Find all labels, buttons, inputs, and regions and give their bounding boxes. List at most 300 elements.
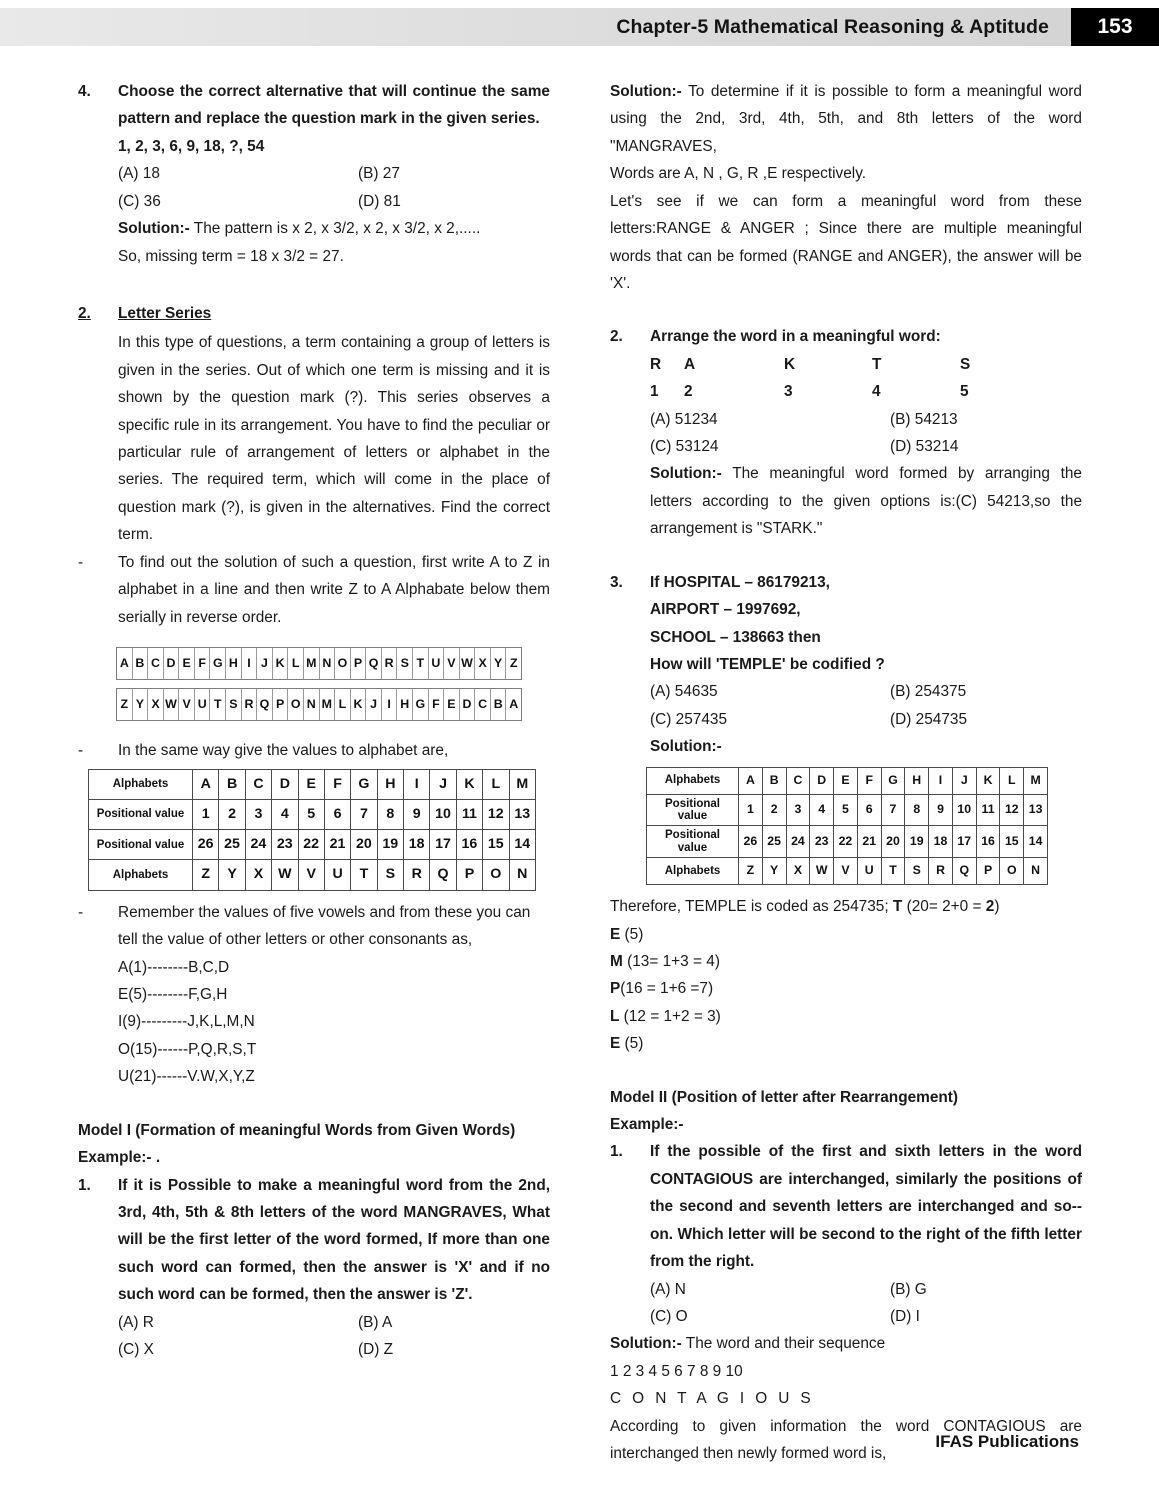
table-row-label: Alphabets [647,767,739,794]
question-4-stem: Choose the correct alternative that will continue the same pattern and replace the question mark in the given series. [118,83,550,128]
question-4-number: 4. [78,83,91,100]
table-cell: U [324,860,350,890]
table-cell: 9 [404,799,430,829]
table-cell: 3 [786,794,810,826]
question-3-option-b[interactable]: (B) 254375 [890,683,967,701]
alphabet-strip-cell: U [195,689,211,720]
question-2-number: 1 [650,383,659,401]
alphabet-strip-cell: D [164,648,180,679]
table-cell: 14 [509,830,536,860]
question-2-number: 2. [610,328,623,346]
table-cell: V [834,858,858,885]
table-cell: 18 [929,826,953,858]
table-cell: R [929,858,953,885]
letter-series-bullet-3 [78,899,550,954]
question-4-series: 1, 2, 3, 6, 9, 18, ?, 54 [118,137,265,155]
table-cell: D [272,769,298,799]
temple-t-calc: (20= 2+0 = [902,898,986,916]
table-cell: P [976,858,1000,885]
right-column [610,78,1082,1468]
table-cell: 5 [298,799,324,829]
model-1-question-1-stem: If it is Possible to make a meaningful word from the 2nd, 3rd, 4th, 5th & 8th letters of the word MANGRAVES, What will be the first letter of the word formed, If more than one such word can formed, then the answer is 'X' and if no such word can be formed, then the answer is 'Z'. [118,1176,550,1304]
table-cell: 1 [739,794,763,826]
footer-publisher: IFAS Publications [935,1432,1079,1451]
question-2-letter: T [872,355,882,373]
table-cell: 13 [1024,794,1048,826]
table-cell: J [430,769,456,799]
table-cell: 7 [351,799,377,829]
alphabet-strip-cell: M [320,689,336,720]
temple-letter-t: T [892,898,903,916]
alphabet-strip-cell: V [444,648,460,679]
alphabet-strip-cell: K [273,648,289,679]
model-2-question-1-stem: If the possible of the first and sixth letters in the word CONTAGIOUS are interchanged, similarly the positions of the second and seventh letters are interchanged and so--on. Which letter will be second to the right of the fifth letter from the right. [650,1143,1082,1271]
alphabet-strip-cell: J [366,689,382,720]
table-cell: B [762,767,786,794]
table-cell: 8 [905,794,929,826]
model-1-option-c[interactable]: (C) X [118,1341,154,1359]
table-cell: Q [952,858,976,885]
temple-breakdown-letter: E [610,1035,621,1053]
alphabet-strip-cell: Q [257,689,273,720]
alphabet-strip-cell: Y [491,648,507,679]
alphabet-strip-cell: S [397,648,413,679]
model-1-question-1 [78,1172,550,1309]
question-2 [610,323,1082,350]
alphabet-strip-cell: P [351,648,367,679]
table-cell: M [1024,767,1048,794]
question-3-option-a[interactable]: (A) 54635 [650,683,718,701]
table-cell: 4 [272,799,298,829]
bullet-marker: - [78,742,84,760]
question-3-options-row-2 [650,706,1082,733]
temple-t-close: ) [994,898,1000,916]
page-header [0,8,1159,46]
table-cell: 19 [377,830,403,860]
table-cell: 22 [834,826,858,858]
table-cell: 26 [739,826,763,858]
question-2-numbers-row [650,378,1082,405]
table-row-label: Alphabets [647,858,739,885]
question-3-line-3: SCHOOL – 138663 then [650,628,821,646]
temple-breakdown-letter: E [610,925,621,943]
alphabet-strip-cell: G [210,648,226,679]
table-cell: Z [739,858,763,885]
alphabet-strip-cell: H [397,689,413,720]
temple-breakdown-calc: (5) [620,1035,644,1053]
question-2-options-row-2 [650,433,1082,460]
temple-breakdown-letter: M [610,952,623,970]
table-cell: 9 [929,794,953,826]
temple-breakdown-line [610,1003,1082,1030]
alphabet-strip-cell: R [242,689,258,720]
question-3-option-c[interactable]: (C) 257435 [650,710,727,728]
model-2-options-row-2 [650,1303,1082,1330]
model-1-options-row-1 [118,1309,550,1336]
temple-breakdown-line [610,948,1082,975]
vowel-value-line: I(9)---------J,K,L,M,N [118,1013,255,1031]
table-cell: 25 [762,826,786,858]
vowel-value-line: A(1)--------B,C,D [118,958,230,976]
letter-series-bullet-1 [78,549,550,631]
model-1-option-b[interactable]: (B) A [358,1313,393,1331]
bullet-marker: - [78,553,84,571]
question-2-letters-row [650,351,1082,378]
bullet-3-text: Remember the values of five vowels and from these you can tell the value of other letters or other consonants as, [118,903,531,949]
solution-label: Solution:- [118,220,190,238]
alphabet-strip-cell: G [413,689,429,720]
table-cell: Q [430,860,456,890]
alphabet-strip-cell: Z [117,689,133,720]
alphabet-strip-cell: I [382,689,398,720]
table-cell: I [929,767,953,794]
model-2-option-c[interactable]: (C) O [650,1307,688,1325]
model-2-option-d[interactable]: (D) I [890,1307,920,1325]
table-cell: 6 [324,799,350,829]
contagious-sequence-word: C O N T A G I O U S [610,1390,815,1408]
table-cell: O [483,860,509,890]
question-3-solution-label: Solution:- [650,738,722,756]
temple-code-summary [610,893,1082,920]
section-letter-series-heading [78,300,550,327]
table-cell: H [377,769,403,799]
table-cell: 3 [245,799,271,829]
alphabet-strip-cell: X [475,648,491,679]
table-cell: 14 [1024,826,1048,858]
alphabet-strip-cell: O [288,689,304,720]
table-cell: 10 [430,799,456,829]
alphabet-strip-cell: Y [133,689,149,720]
section-number: 2. [78,304,91,322]
table-cell: N [1024,858,1048,885]
question-2-option-d[interactable]: (D) 53214 [890,438,959,456]
question-3-options-row-1 [650,678,1082,705]
question-2-solution [650,460,1082,542]
alphabet-strip-cell: L [335,689,351,720]
table-cell: Z [193,860,219,890]
alphabet-strip-reverse [116,688,522,721]
table-cell: 23 [272,830,298,860]
table-cell: L [483,769,509,799]
alphabet-strip-cell: C [148,648,164,679]
model-2-solution [610,1330,1082,1357]
vowel-value-list [118,954,550,1091]
model-2-closing-text: According to given information the word CONTAGIOUS are interchanged then newly formed word is, [610,1417,1082,1463]
alphabet-strip-cell: F [195,648,211,679]
table-cell: 20 [881,826,905,858]
temple-breakdown-calc: (16 = 1+6 =7) [620,980,714,998]
question-4-option-a[interactable]: (A) 18 [118,165,160,183]
question-2-option-c[interactable]: (C) 53124 [650,438,719,456]
alphabet-strip-cell: W [460,648,476,679]
table-row-label: Positional value [89,799,193,829]
table-cell: 6 [857,794,881,826]
alphabet-strip-cell: T [210,689,226,720]
temple-breakdown-calc: (5) [620,925,644,943]
table-cell: 15 [483,830,509,860]
table-cell: 8 [377,799,403,829]
question-4-solution-line-1 [118,215,550,242]
table-cell: 21 [324,830,350,860]
alphabet-strip-cell: F [429,689,445,720]
model-1-heading: Model I (Formation of meaningful Words from Given Words) [78,1121,516,1139]
table-cell: 12 [483,799,509,829]
table-cell: I [404,769,430,799]
solution-text: The meaningful word formed by arranging the letters according to the given options is:(C) 54213,so the arrangement is "STARK." [650,465,1082,538]
table-cell: H [905,767,929,794]
table-cell: Y [762,858,786,885]
alphabet-value-table-left [88,769,536,891]
model-2-question-1 [610,1138,1082,1275]
temple-breakdown-line [610,975,1082,1002]
model-1-question-1-number: 1. [78,1176,91,1194]
table-cell: 25 [219,830,245,860]
alphabet-strip-cell: N [320,648,336,679]
temple-breakdown-calc: (12 = 1+2 = 3) [619,1007,721,1025]
table-row-label: Positional value [647,826,739,858]
solution-text: The pattern is x 2, x 3/2, x 2, x 3/2, x 2,..... [189,220,481,238]
alphabet-value-table-right [646,767,1048,885]
question-2-number: 4 [872,383,881,401]
table-cell: 16 [456,830,482,860]
question-4-option-d[interactable]: (D) 81 [358,192,401,210]
table-cell: O [1000,858,1024,885]
alphabet-strip-cell: R [382,648,398,679]
alphabet-strip-cell: H [226,648,242,679]
alphabet-strip-cell: M [304,648,320,679]
table-cell: 10 [952,794,976,826]
question-2-number: 2 [684,383,693,401]
section-title: Letter Series [118,304,212,322]
table-cell: 22 [298,830,324,860]
table-cell: W [272,860,298,890]
table-row [647,767,1048,794]
table-cell: 2 [762,794,786,826]
table-cell: S [377,860,403,890]
table-cell: W [810,858,834,885]
letter-series-paragraph: In this type of questions, a term containing a group of letters is given in the series. Out of which one term is missing and it is shown by the question mark (?). This series observes a specific rule in its arrangement. You have to find the peculiar or particular rule of arrangement of letters or alphabet in the series. The required term, which will come in the place of question mark (?), is given in the alternatives. Find the correct term. [118,334,550,544]
table-cell: C [786,767,810,794]
model-2-example-label: Example:- [610,1116,684,1134]
alphabet-strip-cell: K [351,689,367,720]
table-cell: D [810,767,834,794]
question-2-stem: Arrange the word in a meaningful word: [650,328,941,346]
solution-text: To determine if it is possible to form a meaningful word using the 2nd, 3rd, 4th, 5th, and 8th letters of the word "MANGRAVES, [610,83,1082,155]
alphabet-strip-cell: J [257,648,273,679]
table-cell: 26 [193,830,219,860]
table-cell: L [1000,767,1024,794]
bullet-1-text: To find out the solution of such a question, first write A to Z in alphabet in a line and then write Z to A Alphabate below them serially in reverse order. [118,553,550,626]
table-cell: R [404,860,430,890]
table-cell: 16 [976,826,1000,858]
question-2-letter: K [784,355,796,373]
alphabet-strip-cell: E [444,689,460,720]
question-2-option-b[interactable]: (B) 54213 [890,410,958,428]
model-1-options-row-2 [118,1336,550,1363]
table-row-label: Alphabets [89,860,193,890]
question-3 [610,569,1082,596]
model-1-option-d[interactable]: (D) Z [358,1341,394,1359]
table-cell: U [857,858,881,885]
page-number-badge: 153 [1071,8,1159,46]
left-column [78,78,550,1363]
table-row [89,769,536,799]
model-2-question-1-number: 1. [610,1143,623,1161]
question-2-letter: R [650,355,662,373]
alphabet-strip-cell: A [117,648,133,679]
alphabet-strip-cell: C [475,689,491,720]
table-cell: 19 [905,826,929,858]
model-1-solution-line-2: Words are A, N , G, R ,E respectively. [610,165,867,183]
table-cell: K [976,767,1000,794]
question-3-line-1: If HOSPITAL – 86179213, [650,573,830,591]
model-1-solution-line-1 [610,78,1082,160]
temple-breakdown-letter: L [610,1007,620,1025]
question-3-line-4: How will 'TEMPLE' be codified ? [650,656,885,674]
table-cell: X [245,860,271,890]
table-row-label: Alphabets [89,769,193,799]
question-2-letter: A [684,355,696,373]
table-cell: 4 [810,794,834,826]
table-cell: F [324,769,350,799]
question-2-letter: S [960,355,971,373]
table-cell: M [509,769,536,799]
model-1-option-a[interactable]: (A) R [118,1313,154,1331]
vowel-value-line: U(21)------V.W,X,Y,Z [118,1068,255,1086]
table-row [89,830,536,860]
table-cell: 20 [351,830,377,860]
question-2-option-a[interactable]: (A) 51234 [650,410,718,428]
temple-code-text: Therefore, TEMPLE is coded as 254735; [610,898,893,916]
model-2-option-b[interactable]: (B) G [890,1280,927,1298]
table-cell: Y [219,860,245,890]
alphabet-strip-cell: B [133,648,149,679]
alphabet-strip-cell: X [148,689,164,720]
table-cell: F [857,767,881,794]
temple-breakdown-line [610,1030,1082,1057]
table-cell: 7 [881,794,905,826]
alphabet-strip-cell: A [509,697,519,712]
question-4-options-row-1 [118,160,550,187]
table-cell: K [456,769,482,799]
alphabet-strip-cell: W [164,689,180,720]
table-cell: 11 [456,799,482,829]
solution-label: Solution:- [610,1335,682,1353]
table-row [647,826,1048,858]
temple-breakdown-letter: P [610,980,621,998]
table-cell: 21 [857,826,881,858]
table-cell: 17 [430,830,456,860]
solution-text: The word and their sequence [681,1335,886,1353]
table-cell: 15 [1000,826,1024,858]
table-cell: 2 [219,799,245,829]
table-row [89,799,536,829]
question-2-number: 3 [784,383,793,401]
table-cell: 17 [952,826,976,858]
question-4-option-b[interactable]: (B) 27 [358,165,400,183]
vowel-value-line: O(15)------P,Q,R,S,T [118,1040,257,1058]
question-4-option-c[interactable]: (C) 36 [118,192,161,210]
table-cell: 5 [834,794,858,826]
table-cell: 12 [1000,794,1024,826]
question-2-options-row-1 [650,406,1082,433]
alphabet-strip-cell: Q [366,648,382,679]
alphabet-strip-cell: O [335,648,351,679]
table-cell: G [351,769,377,799]
table-row [647,794,1048,826]
alphabet-strip-cell: S [226,689,242,720]
question-4 [78,78,550,133]
temple-letter-breakdown [610,921,1082,1058]
alphabet-strip-cell: I [242,648,258,679]
table-row [647,858,1048,885]
question-3-number: 3. [610,573,623,591]
table-cell: G [881,767,905,794]
table-cell: 1 [193,799,219,829]
table-cell: C [245,769,271,799]
table-cell: 11 [976,794,1000,826]
table-cell: 13 [509,799,536,829]
alphabet-strip-cell: T [413,648,429,679]
alphabet-strip-forward [116,647,522,680]
table-cell: 23 [810,826,834,858]
table-cell: P [456,860,482,890]
table-cell: T [881,858,905,885]
solution-label: Solution:- [650,465,722,483]
table-cell: J [952,767,976,794]
alphabet-strip-cell: Z [509,656,518,671]
alphabet-strip-cell: V [179,689,195,720]
table-row-label: Positional value [647,794,739,826]
alphabet-strip-cell: L [288,648,304,679]
alphabet-strip-cell: P [273,689,289,720]
table-row-label: Positional value [89,830,193,860]
temple-t-value: 2 [985,898,995,916]
letter-series-bullet-2 [78,737,550,764]
alphabet-strip-cell: U [429,648,445,679]
alphabet-strip-cell: B [491,689,507,720]
model-2-options-row-1 [650,1276,1082,1303]
table-cell: E [834,767,858,794]
table-cell: E [298,769,324,799]
contagious-sequence-numbers: 1 2 3 4 5 6 7 8 9 10 [610,1362,743,1380]
model-2-option-a[interactable]: (A) N [650,1280,686,1298]
model-1-example-label: Example:- . [78,1149,161,1167]
temple-breakdown-calc: (13= 1+3 = 4) [622,952,720,970]
table-cell: N [509,860,536,890]
chapter-title: Chapter-5 Mathematical Reasoning & Aptitude [616,15,1049,38]
question-3-option-d[interactable]: (D) 254735 [890,710,967,728]
table-cell: 18 [404,830,430,860]
vowel-value-line: E(5)--------F,G,H [118,985,228,1003]
question-4-options-row-2 [118,188,550,215]
table-row [89,860,536,890]
table-cell: X [786,858,810,885]
question-2-number: 5 [960,383,969,401]
table-cell: 24 [786,826,810,858]
question-4-solution-line-2: So, missing term = 18 x 3/2 = 27. [118,247,344,265]
model-1-solution-line-3: Let's see if we can form a meaningful word from these letters:RANGE & ANGER ; Since there are multiple meaningful words that can be formed (RANGE and ANGER), the answer will be 'X'. [610,192,1082,292]
alphabet-strip-cell: E [179,648,195,679]
table-cell: 24 [245,830,271,860]
table-cell: A [739,767,763,794]
alphabet-strip-cell: D [460,689,476,720]
bullet-2-text: In the same way give the values to alphabet are, [118,742,449,760]
table-cell: S [905,858,929,885]
bullet-marker: - [78,903,84,921]
temple-breakdown-line [610,921,1082,948]
model-2-heading: Model II (Position of letter after Rearrangement) [610,1088,959,1106]
